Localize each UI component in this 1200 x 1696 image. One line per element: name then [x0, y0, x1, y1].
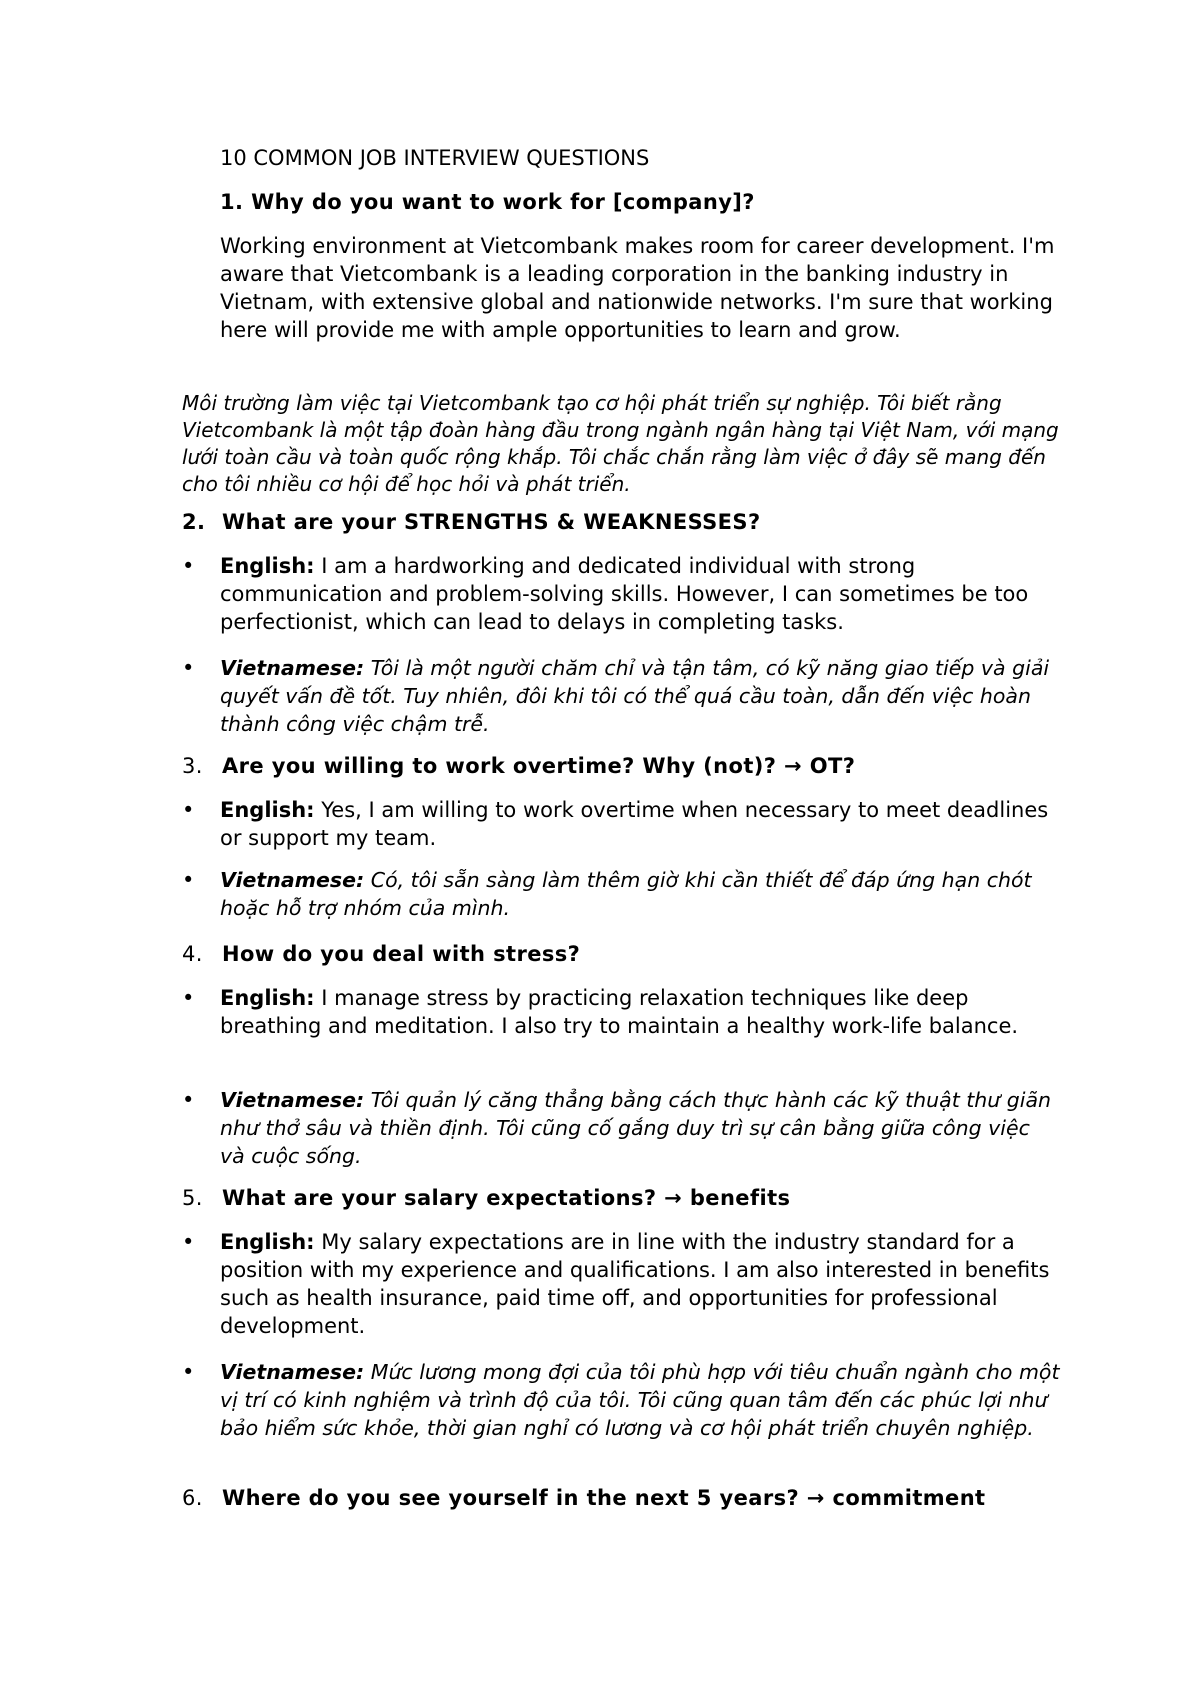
- question-2-text: What are your STRENGTHS & WEAKNESSES?: [222, 510, 761, 534]
- question-2-number: 2.: [182, 510, 206, 534]
- question-4-text: How do you deal with stress?: [222, 942, 581, 966]
- vietnamese-answer-text: Có, tôi sẵn sàng làm thêm giờ khi cần thiết để đáp ứng hạn chót hoặc hỗ trợ nhóm của mình.: [220, 868, 1032, 920]
- question-1-full: [220, 190, 755, 214]
- bullet-icon: •: [182, 868, 195, 892]
- bullet-icon: •: [182, 656, 195, 680]
- question-6-number: 6.: [182, 1486, 203, 1510]
- question-1-answer-english: Working environment at Vietcombank makes room for career development. I'm aware that Vietcombank is a leading corporation in the banking industry in Vietnam, with extensive global and nationwide networks. I'm sure that working here will provide me with ample opportunities to learn and grow.: [220, 234, 1055, 342]
- english-label: English:: [220, 798, 315, 822]
- vietnamese-answer-text: Tôi là một người chăm chỉ và tận tâm, có kỹ năng giao tiếp và giải quyết vấn đề tốt. Tuy nhiên, đôi khi tôi có thể quá cầu toàn, dẫn đến việc hoàn thành công việc chậm trễ.: [220, 656, 1050, 736]
- english-answer-text: I manage stress by practicing relaxation techniques like deep breathing and meditation. I also try to maintain a healthy work-life balance.: [220, 986, 1019, 1038]
- question-3-text: Are you willing to work overtime? Why (not)? → OT?: [222, 754, 856, 778]
- english-label: English:: [220, 986, 315, 1010]
- english-label: English:: [220, 554, 315, 578]
- english-answer-text: Yes, I am willing to work overtime when necessary to meet deadlines or support my team.: [220, 798, 1049, 850]
- english-answer-text: My salary expectations are in line with the industry standard for a position with my experience and qualifications. I am also interested in benefits such as health insurance, paid time off, and opportunities for professional development.: [220, 1230, 1050, 1338]
- vietnamese-answer-text: Tôi quản lý căng thẳng bằng cách thực hành các kỹ thuật thư giãn như thở sâu và thiền định. Tôi cũng cố gắng duy trì sự cân bằng giữa công việc và cuộc sống.: [220, 1088, 1052, 1168]
- question-1-heading: [220, 188, 755, 216]
- question-1-answer-vietnamese: Môi trường làm việc tại Vietcombank tạo cơ hội phát triển sự nghiệp. Tôi biết rằng Vietcombank là một tập đoàn hàng đầu trong ngành ngân hàng tại Việt Nam, với mạng lưới toàn cầu và toàn quốc rộng khắp. Tôi chắc chắn rằng làm việc ở đây sẽ mang đến cho tôi nhiều cơ hội để học hỏi và phát triển.: [182, 391, 1059, 496]
- bullet-icon: •: [182, 986, 195, 1010]
- vietnamese-label: Vietnamese:: [220, 1360, 365, 1384]
- english-label: English:: [220, 1230, 315, 1254]
- bullet-icon: •: [182, 1230, 195, 1254]
- question-4-number: 4.: [182, 942, 203, 966]
- question-3-number: 3.: [182, 754, 203, 778]
- question-5-text: What are your salary expectations? → benefits: [222, 1186, 791, 1210]
- question-1-number: 1.: [220, 190, 244, 214]
- vietnamese-label: Vietnamese:: [220, 656, 365, 680]
- question-1-text: Why do you want to work for [company]?: [251, 190, 755, 214]
- bullet-icon: •: [182, 554, 195, 578]
- question-6-text: Where do you see yourself in the next 5 years? → commitment: [222, 1486, 986, 1510]
- vietnamese-label: Vietnamese:: [220, 868, 365, 892]
- question-5-number: 5.: [182, 1186, 203, 1210]
- vietnamese-label: Vietnamese:: [220, 1088, 365, 1112]
- english-answer-text: I am a hardworking and dedicated individual with strong communication and problem-solving skills. However, I can sometimes be too perfectionist, which can lead to delays in completing tasks.: [220, 554, 1029, 634]
- bullet-icon: •: [182, 1088, 195, 1112]
- bullet-icon: •: [182, 1360, 195, 1384]
- vietnamese-answer-text: Mức lương mong đợi của tôi phù hợp với tiêu chuẩn ngành cho một vị trí có kinh nghiệm và trình độ của tôi. Tôi cũng quan tâm đến các phúc lợi như bảo hiểm sức khỏe, thời gian nghỉ có lương và cơ hội phát triển chuyên nghiệp.: [220, 1360, 1060, 1440]
- bullet-icon: •: [182, 798, 195, 822]
- document-title: 10 COMMON JOB INTERVIEW QUESTIONS: [220, 146, 650, 170]
